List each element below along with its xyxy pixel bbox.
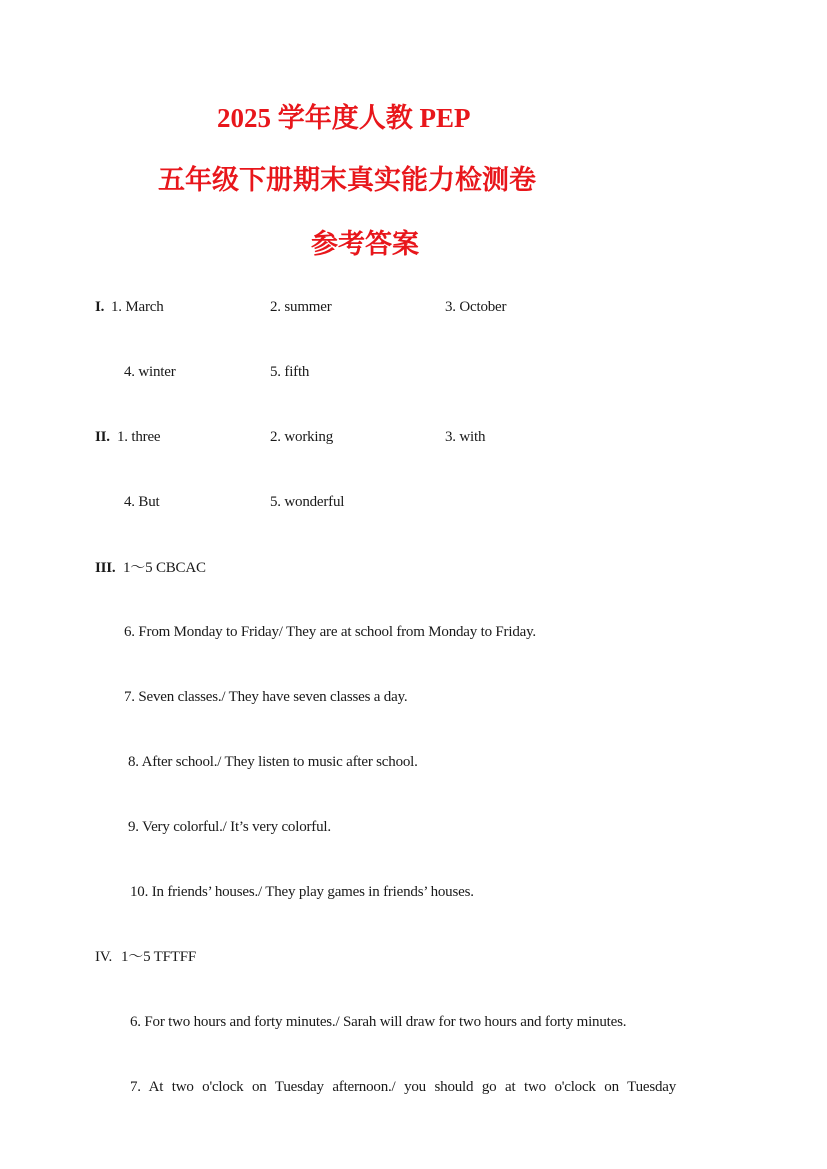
answer-item: 3. October <box>445 299 507 315</box>
section-2-numeral: II. <box>95 429 110 445</box>
choice-answers: 1～5 CBCAC <box>123 560 206 576</box>
answer-item: 1. March <box>111 299 164 315</box>
answer-item: 2. working <box>270 429 333 445</box>
answer-item: 4. But <box>124 494 160 510</box>
answer-item: 3. with <box>445 429 486 445</box>
answer-item: 4. winter <box>124 364 176 380</box>
answer-line: 6. From Monday to Friday/ They are at school from Monday to Friday. <box>124 624 536 640</box>
answer-item: 1. three <box>117 429 161 445</box>
doc-title-line-3: 参考答案 <box>311 229 419 259</box>
section-3-numeral: III. <box>95 560 116 576</box>
section-4-numeral: IV. <box>95 949 113 965</box>
doc-title-line-2: 五年级下册期末真实能力检测卷 <box>158 165 536 195</box>
answer-line: 7. At two o'clock on Tuesday afternoon./ you should go at two o'clock on Tuesday <box>130 1079 677 1095</box>
answer-line: 8. After school./ They listen to music after school. <box>128 754 418 770</box>
answer-item: 2. summer <box>270 299 332 315</box>
answer-line: 10. In friends’ houses./ They play games in friends’ houses. <box>130 884 474 900</box>
answer-line: 9. Very colorful./ It’s very colorful. <box>128 819 331 835</box>
choice-answers: 1～5 TFTFF <box>121 949 197 965</box>
answer-item: 5. fifth <box>270 364 310 380</box>
answer-item: 5. wonderful <box>270 494 345 510</box>
answer-line: 6. For two hours and forty minutes./ Sarah will draw for two hours and forty minutes. <box>130 1014 627 1030</box>
doc-title-line-1: 2025 学年度人教 PEP <box>217 103 471 133</box>
section-1-numeral: I. <box>95 299 105 315</box>
answer-line: 7. Seven classes./ They have seven classes a day. <box>124 689 408 705</box>
